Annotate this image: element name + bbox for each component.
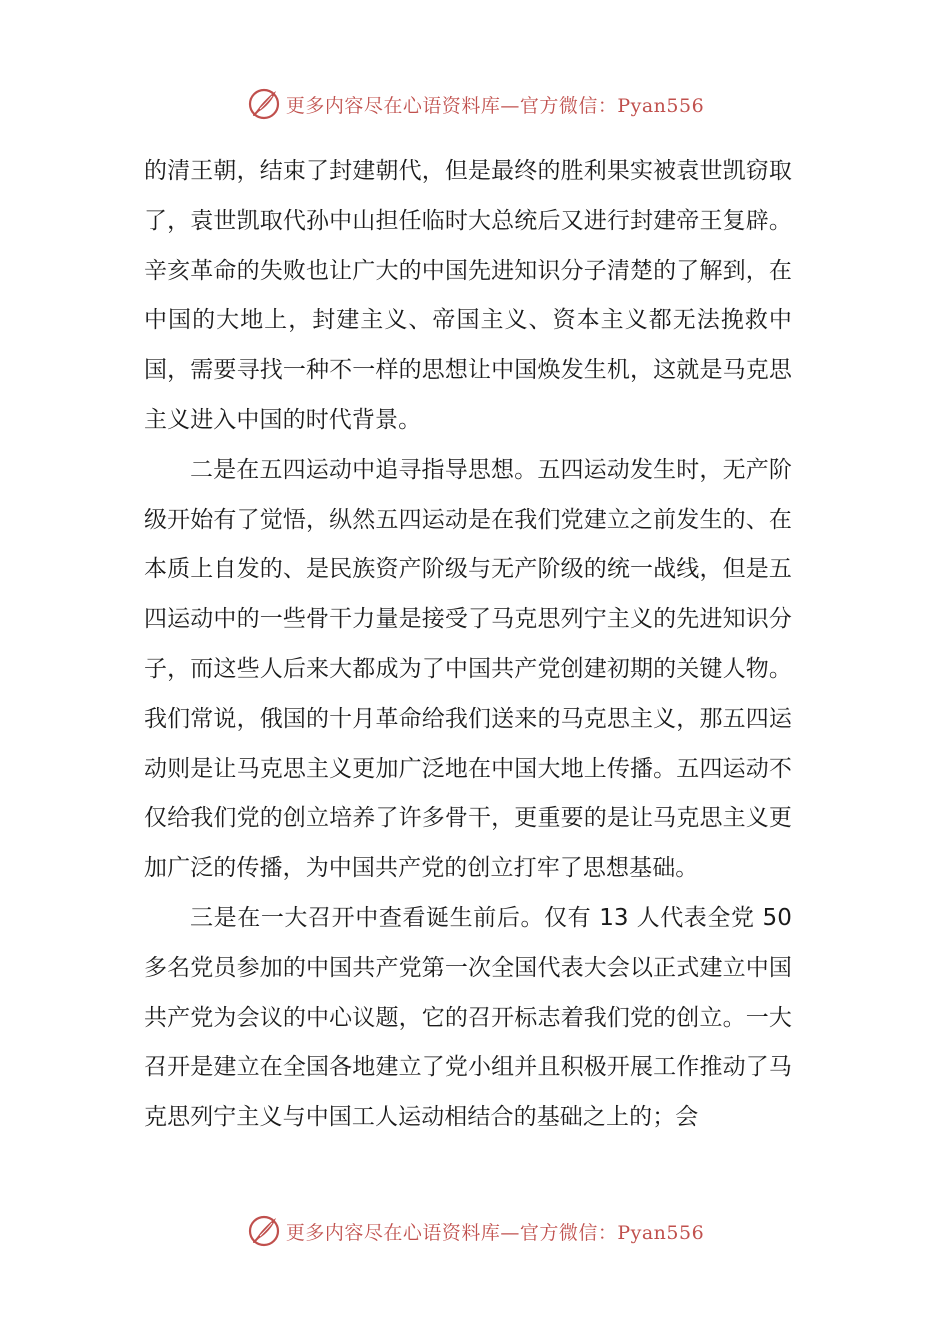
paragraph-1: 的清王朝，结束了封建朝代，但是最终的胜利果实被袁世凯窃取了，袁世凯取代孙中山担任临时大总统后又进行封建帝王复辟。辛亥革命的失败也让广大的中国先进知识分子清楚的了解到，在中国的大地上，封建主义、帝国主义、资本主义都无法挽救中国，需要寻找一种不一样的思想让中国焕发生机，这就是马克思主义进入中国的时代背景。 [144,158,792,433]
document-body [144,147,792,1143]
paragraph-2: 二是在五四运动中追寻指导思想。五四运动发生时，无产阶级开始有了觉悟，纵然五四运动是在我们党建立之前发生的、在本质上自发的、是民族资产阶级与无产阶级的统一战线，但是五四运动中的一些骨干力量是接受了马克思列宁主义的先进知识分子，而这些人后来大都成为了中国共产党创建初期的关键人物。我们常说，俄国的十月革命给我们送来的马克思主义，那五四运动则是让马克思主义更加广泛地在中国大地上传播。五四运动不仅给我们党的创立培养了许多骨干，更重要的是让马克思主义更加广泛的传播，为中国共产党的创立打牢了思想基础。 [144,456,792,882]
paragraph-3: 三是在一大召开中查看诞生前后。仅有 13 人代表全党 50 多名党员参加的中国共产党第一次全国代表大会以正式建立中国共产党为会议的中心议题，它的召开标志着我们党的创立。一大召开是建立在全国各地建立了党小组并且积极开展工作推动了马克思列宁主义与中国工人运动相结合的基础之上的；会 [144,904,792,1131]
footer-banner [0,1211,950,1251]
header-banner-text: 更多内容尽在心语资料库—官方微信：Pyan556 [285,94,705,117]
footer-banner-text: 更多内容尽在心语资料库—官方微信：Pyan556 [285,1221,705,1244]
header-banner [0,84,950,124]
feather-pen-logo-icon [246,1213,282,1249]
feather-pen-logo-icon [246,86,282,122]
